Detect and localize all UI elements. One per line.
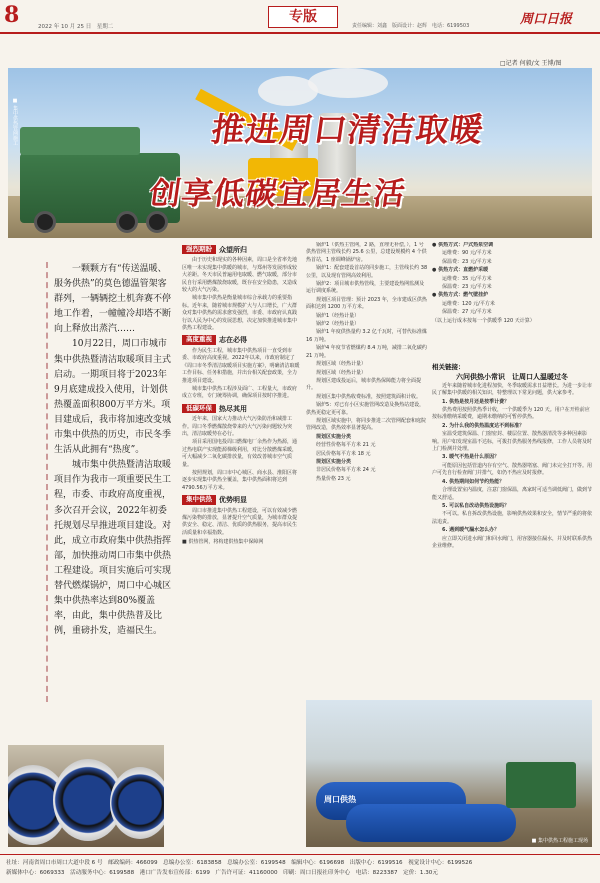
section-subtitle: 优势明显	[219, 495, 247, 505]
article-paragraph: 锅炉5：对已有小区实施管网改造及换热站建设，供热更稳定更可靠。	[306, 402, 425, 416]
qa-answer: 合理设置室内温度，注意门窗保温，离家时可适当调低阀门，做到节能又舒适。	[432, 487, 592, 501]
pipe-end	[110, 767, 164, 839]
photo-footnote: ■ 供热管网，将构建供热集中保障网	[182, 539, 264, 546]
section-label: 专版	[268, 6, 338, 28]
article-paragraph: 规划区项目管理：预计 2023 年，全市建成区供热面积达到 1200 万平方米。	[306, 296, 427, 311]
price-line: 经营性价格每平方米 21 元	[316, 442, 376, 449]
article-paragraph: 锅炉1（经热计量）	[316, 312, 360, 319]
cost-item-line: 运维费：120 元/平方米	[442, 300, 495, 307]
pipes-photo	[8, 745, 164, 847]
article-column-2	[182, 242, 300, 742]
cost-item-label: ● 供热方式：直燃炉采暖	[432, 267, 489, 274]
cost-item-line: 保温费：23 元/平方米	[442, 258, 492, 265]
heating-cost-list	[432, 242, 592, 360]
price-line: 居民价格每平方米 18 元	[316, 450, 371, 457]
section-heading	[182, 404, 300, 413]
photo-caption: ■ 集中供热工程施工现场	[531, 838, 588, 844]
intro-column	[46, 262, 172, 702]
article-paragraph: 作为民生工程，城市集中供热项目一直受到市委、市政府高度重视。2022年以来，市政府制定了《周口市冬季清洁取暖项目实施方案》，明确清洁取暖工作目标、任务和措施，并出台相关配套政策，全力推进项目建设。	[182, 347, 300, 384]
price-line: 非居民价格每平方米 24 元	[316, 467, 376, 474]
qa-column	[432, 362, 592, 704]
qa-title: 六问供热小常识 让周口人温暖过冬	[456, 372, 568, 382]
article-paragraph: 周口市推进集中供热工程建设，可以有效减少燃煤污染物的排放，显著提升空气质量，为城市群众提供安全、稳定、清洁、优质的供热服务，提高市民生活质量和幸福指数。	[182, 507, 298, 536]
qa-question: 2. 为什么我的供热温度达不到标准？	[442, 422, 525, 429]
article-paragraph: 锅炉2：项目城市供热管线，主要建设热网监测及运行调度系统。	[306, 281, 425, 295]
section-heading	[182, 495, 300, 504]
article-paragraph: 规划区域（经热计量）	[316, 369, 367, 376]
article-paragraph: 锅炉1 年度供热量约 3.2 亿千瓦时，可替代标准煤 16 万吨。	[306, 329, 427, 343]
price-line: 热量价格 23 元	[316, 475, 351, 482]
article-paragraph: 规划区集中供热收费标准，按照建筑面积计收。	[316, 393, 422, 400]
article-paragraph: 按照规划，周口市中心城区、商水县、淮阳区将逐步实现集中供热全覆盖，集中供热面积将达到4790.56万平方米。	[182, 469, 298, 491]
qa-answer: 供热费用按照供热季计收，一个供暖季为 120 天。用户在开栓前应按标准缴纳采暖费，逾期未缴纳的可暂停供热。	[432, 407, 590, 421]
qa-question: 4. 供热期间如何节约热能？	[442, 478, 505, 485]
byline: □记者 何毅/文 王博/图	[500, 60, 562, 67]
footer-line: 社址：河南省周口市周口大道中段 6 号 邮政编码：466099 总编办公室：6183858 总编办公室：6199548 编辑中心：6196698 出版中心：6199516 视觉设计中心：6199526	[6, 860, 473, 866]
article-paragraph: 锅炉2（经热计量）	[316, 321, 360, 328]
article-paragraph: 规划区域（经热计量）	[316, 361, 367, 368]
footer-line: 新媒体中心：6069333 活动服务中心：6199588 港口广告发布宣传部：6199 广告许可证：41160000 印刷：周口日报社印务中心 电话：8223387 定价：1.30元	[6, 870, 438, 876]
article-paragraph: 由于历史和现实的各种因素，周口是全省率先地区唯一未实现集中供暖的城市，与郑州等发展形成较大差距。冬天市民普遍用电取暖、燃气取暖，部分市民自行采用燃煤散烧取暖，既存在安全隐患，又造成较大的大气污染。	[182, 257, 298, 294]
article-paragraph: 锅炉1：配套建设首站的同步施工，主管线长约 38 公里，以及现有管网高效利用。	[306, 265, 428, 279]
price-label: 规划区实施分类	[316, 458, 352, 465]
qa-question: 1. 供热是按月还是按季计费？	[442, 398, 510, 405]
headline-line2: 创享低碳宜居生活	[146, 176, 409, 212]
issue-date: 2022 年 10 月 25 日 星期二	[38, 24, 114, 30]
section-subtitle: 志在必得	[219, 335, 247, 345]
qa-question: 6. 遇到暖气漏水怎么办？	[442, 527, 500, 534]
cost-item-line: 运维费：90 元/平方米	[442, 250, 492, 257]
cost-note: （以上运行成本按每一个供暖季 120 天计算）	[432, 317, 535, 324]
section-tag: 集中供热	[182, 495, 216, 504]
blue-pipe	[346, 804, 516, 842]
section-heading	[182, 245, 300, 254]
section-tag: 强烈期盼	[182, 245, 216, 254]
newspaper-logo: 周口日报	[520, 12, 573, 27]
cost-item-label: ● 供热方式：户式热泵空调	[432, 242, 494, 248]
intro-paragraph: 城市集中供热暨清洁取暖项目作为我市一项重要民生工程，市委、市政府高度重视，多次召开会议，2022年初委托规划尽早推进项目建设。对此，成立市政府集中供热指挥部，加快推动周口市集中供热工程建设。项目实施后可实现替代燃煤锅炉，周口中心城区集中供热率达到80%覆盖率，由此，集中供热普及比例，重磅扑发，造福民生。	[54, 460, 172, 637]
intro-paragraph: 一颗颗方有“传送温暖、服务供热”的莫色德温管架客群列，一辆辆挖土机奔赛不停地工作着，一幢幢冷却塔不断向上释放出蒸汽……	[54, 264, 172, 335]
qa-paragraph: 近年来随着城市化进程加快，冬季取暖需求日益增长。为进一步让市民了解集中供暖的相关知识，特整理以下常见问题，供大家参考。	[432, 382, 592, 397]
cost-item-label: ● 供热方式：燃气壁挂炉	[432, 292, 489, 299]
qa-question: 3. 暖气不热是什么原因？	[442, 454, 500, 461]
page-footer	[0, 854, 600, 883]
article-paragraph: 锅炉4 年度节省燃煤约 8.4 万吨，减排二氧化碳约 21 万吨。	[306, 345, 427, 359]
qa-answer: 室温受建筑保温、门窗密封、楼层位置、散热器清洗等多种因素影响。用户如发现室温不达标，可拨打供热服务热线报修，工作人员将及时上门检测并处理。	[432, 431, 592, 453]
article-paragraph: 规划区域实施中，将同步推进二次管网配套和庭院管网改造，供热效率显著提高。	[306, 417, 427, 432]
section-subtitle: 热尽其用	[219, 403, 247, 413]
section-tag: 高度重视	[182, 335, 216, 344]
truck-image	[506, 762, 576, 808]
editor-credits: 责任编辑：刘鑫 版面设计：赵辉 电话：6199503	[352, 23, 470, 29]
qa-answer: 应立即关闭进水阀门和回水阀门，用容器接住漏水，并及时联系供热企业维修。	[432, 535, 592, 549]
cost-item-line: 运维费：35 元/平方米	[442, 275, 492, 282]
intro-paragraph: 10月22日，周口市城市集中供热暨清洁取暖项目主式启动。一期项目将于2023年9月底建成投入使用，计划供热覆盖面积800万平方米。项目建成后，我市将加速改变城市集中供热的历史，市民冬季生活从此拥有“热度”。	[54, 339, 172, 456]
qa-question: 5. 可以私自改动供热设施吗？	[442, 502, 510, 509]
price-label: 规划区实施分类	[316, 433, 352, 440]
article-paragraph: 规划区建成投运后，城市供热保障能力将全面提升。	[306, 377, 422, 392]
hero-caption: ■ 集中供热管网施工	[12, 98, 18, 146]
section-tag: 低碳环保	[182, 404, 216, 413]
headline-line1: 推进周口清洁取暖	[208, 110, 487, 149]
cost-item-line: 保温费：23 元/平方米	[442, 284, 492, 291]
qa-answer: 不可以。私自拆改供热设施，影响供热效果和安全，情节严重的将依法追责。	[432, 511, 592, 525]
section-heading	[182, 335, 300, 344]
article-paragraph: 城市集中供热是衡量城市综合承载力的重要指标。近年来，随着城市规模扩大与人口增长，广大群众对集中供热的需求愈发强烈，市委、市政府认真践行以人民为中心的发展思想，决定加快推进城市集中供热工程建设。	[182, 295, 298, 332]
construction-photo	[306, 700, 592, 847]
cost-item-line: 保温费：27 元/平方米	[442, 309, 492, 316]
article-paragraph: 锅炉1（供热主管网，2 路，直埋无补偿，），1 号供热管网主管线长约 25.6 公里，总建设规模约 4 个供热首站，1 座调峰锅炉房。	[306, 242, 427, 263]
page-number: 8	[4, 2, 20, 28]
article-paragraph: 城市集中供热工程涉及面广、工程量大，市政府成立专班，专门统筹协调，确保项目按时序推进。	[182, 385, 298, 400]
article-paragraph: 近年来，国家大力推动大气污染防治和减排工作。周口冬季燃煤散烧带来的大气污染问题较为突出，清洁取暖势在必行。	[182, 416, 293, 437]
related-link-heading: 相关链接：	[432, 363, 465, 371]
section-subtitle: 众望所归	[219, 245, 247, 254]
qa-answer: 可能原因包括管道内存有空气、散热器堵塞、阀门未完全打开等。用户可先自行检查阀门并排气，如仍不热应及时报修。	[432, 462, 592, 477]
article-paragraph: 项目采用国电投周口燃煤电厂余热作为热源，通过热电联产实现能源梯级利用，对比分散燃煤采暖，可大幅减少二氧化碳排放量，有效改善城市空气质量。	[182, 439, 298, 468]
pipe-label: 周口供热	[324, 795, 356, 804]
